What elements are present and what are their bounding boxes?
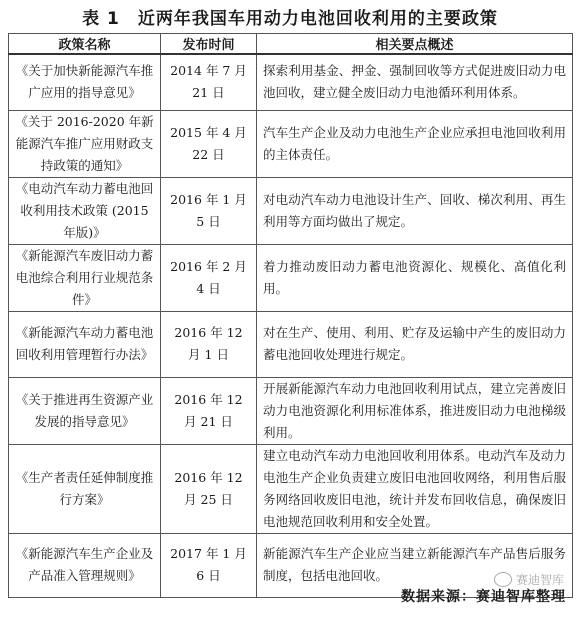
policy-summary: 开展新能源汽车动力电池回收利用试点，建立完善废旧动力电池资源化利用标准体系，推进废旧动力电池梯级利用。 — [257, 377, 573, 444]
table-row — [9, 177, 573, 244]
table-row — [9, 444, 573, 533]
policy-date: 2016 年 2 月 4 日 — [161, 244, 257, 311]
policy-name: 《电动汽车动力蓄电池回收利用技术政策 (2015 年版)》 — [9, 177, 161, 244]
policy-summary: 汽车生产企业及动力电池生产企业应承担电池回收利用的主体责任。 — [257, 110, 573, 177]
policy-date: 2016 年 12 月 1 日 — [161, 311, 257, 377]
policy-summary: 着力推动废旧动力蓄电池资源化、规模化、高值化利用。 — [257, 244, 573, 311]
header-policy-name: 政策名称 — [9, 34, 161, 55]
policy-summary: 探索利用基金、押金、强制回收等方式促进废旧动力电池回收，建立健全废旧动力电池循环利用体系。 — [257, 54, 573, 110]
policy-date: 2017 年 1 月 6 日 — [161, 533, 257, 597]
policy-name: 《新能源汽车废旧动力蓄电池综合利用行业规范条件》 — [9, 244, 161, 311]
policy-name: 《关于加快新能源汽车推广应用的指导意见》 — [9, 54, 161, 110]
data-source: 数据来源：赛迪智库整理 — [401, 589, 566, 605]
wechat-icon — [494, 572, 512, 587]
watermark-text: 赛迪智库 — [515, 573, 564, 587]
header-release-date: 发布时间 — [161, 34, 257, 55]
table-row — [9, 311, 573, 377]
table-row — [9, 54, 573, 110]
table-row — [9, 377, 573, 444]
policy-date: 2016 年 12 月 25 日 — [161, 444, 257, 533]
policy-name: 《新能源汽车动力蓄电池回收利用管理暂行办法》 — [9, 311, 161, 377]
table-row — [9, 244, 573, 311]
policy-date: 2014 年 7 月 21 日 — [161, 54, 257, 110]
policy-summary: 对电动汽车动力电池设计生产、回收、梯次利用、再生利用等方面均做出了规定。 — [257, 177, 573, 244]
policy-summary: 对在生产、使用、利用、贮存及运输中产生的废旧动力蓄电池回收处理进行规定。 — [257, 311, 573, 377]
policy-table — [8, 33, 573, 598]
table-header-row — [9, 34, 573, 55]
table-row — [9, 110, 573, 177]
policy-name: 《新能源汽车生产企业及产品准入管理规则》 — [9, 533, 161, 597]
policy-date: 2016 年 12 月 21 日 — [161, 377, 257, 444]
policy-summary: 新能源汽车生产企业应当建立新能源汽车产品售后服务制度，包括电池回收。 — [257, 533, 573, 597]
policy-name: 《生产者责任延伸制度推行方案》 — [9, 444, 161, 533]
policy-summary: 建立电动汽车动力电池回收利用体系。电动汽车及动力电池生产企业负责建立废旧电池回收网络，利用售后服务网络回收废旧电池，统计并发布回收信息，确保废旧电池规范回收利用和安全处置。 — [257, 444, 573, 533]
policy-date: 2015 年 4 月 22 日 — [161, 110, 257, 177]
policy-date: 2016 年 1 月 5 日 — [161, 177, 257, 244]
table-title: 表 1 近两年我国车用动力电池回收利用的主要政策 — [82, 9, 498, 29]
policy-name: 《关于 2016-2020 年新能源汽车推广应用财政支持政策的通知》 — [9, 110, 161, 177]
header-key-points: 相关要点概述 — [257, 34, 573, 55]
policy-name: 《关于推进再生资源产业发展的指导意见》 — [9, 377, 161, 444]
